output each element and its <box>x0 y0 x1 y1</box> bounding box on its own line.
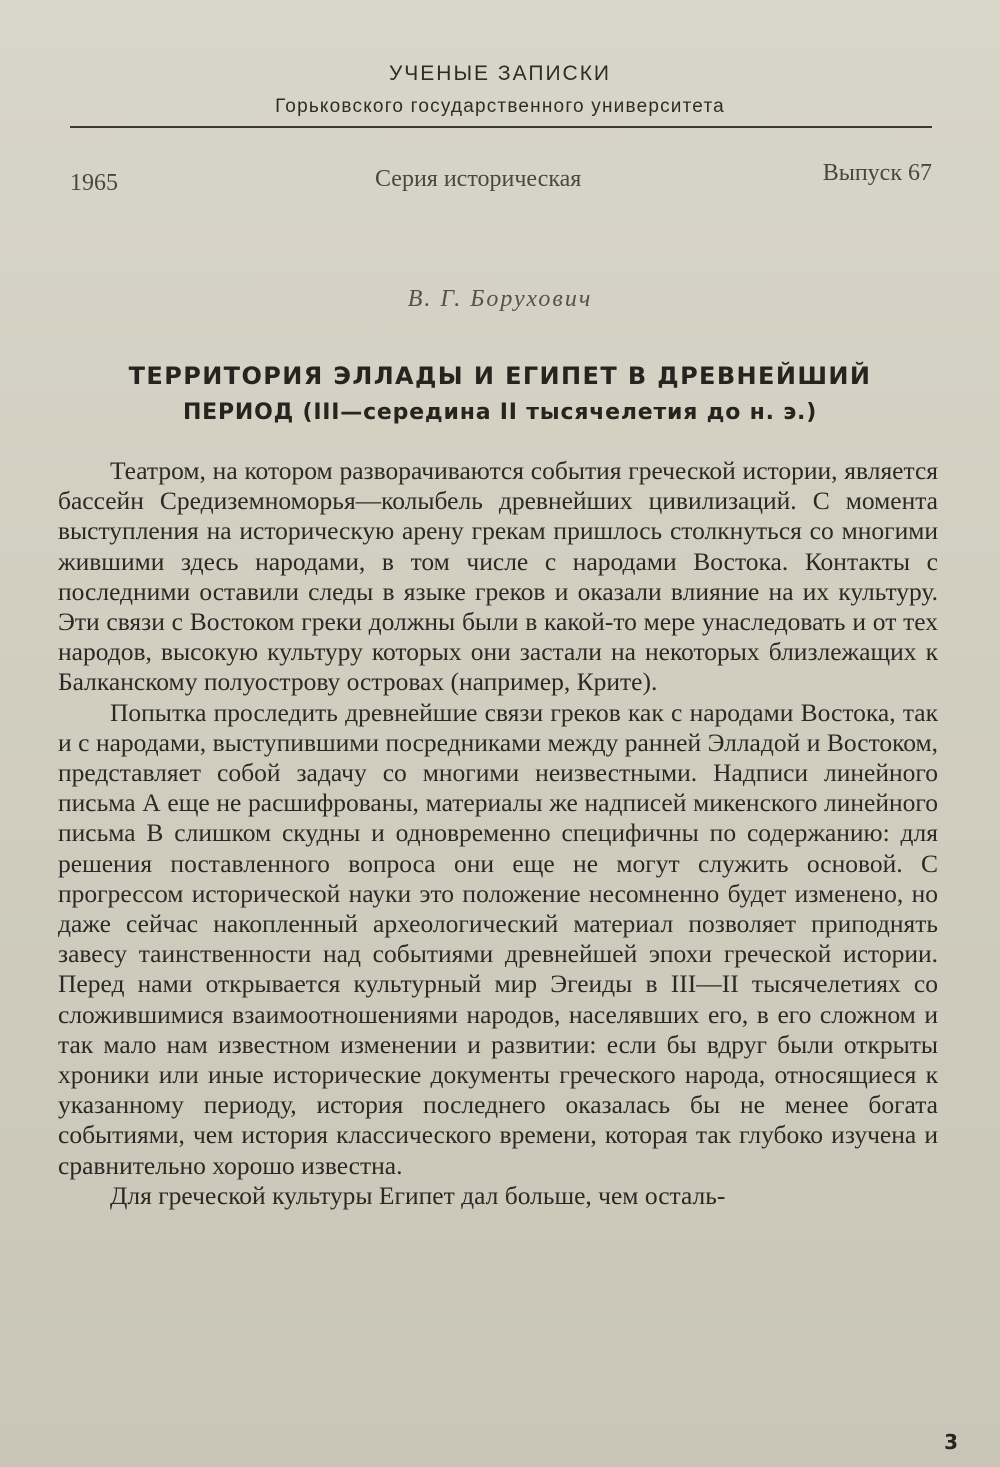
page-number: 3 <box>944 1430 958 1454</box>
article-author: В. Г. Борухович <box>407 286 593 312</box>
paragraph-1: Театром, на котором разворачиваются события греческой истории, является бассейн Средиземноморья—колыбель древнейших цивилизаций. С момента выступления на историческую арену грекам пришлось столкнуться со многими жившими здесь народами, в том числе с народами Востока. Контакты с последними оставили следы в языке греков и оказали влияние на их культуру. Эти связи с Востоком греки должны были в какой-то мере унаследовать и от тех народов, высокую культуру которых они застали на некоторых близлежащих к Балканскому полуострову островах (например, Крите). <box>58 456 938 697</box>
publication-issue: Выпуск 67 <box>822 160 932 186</box>
publication-year: 1965 <box>70 170 118 196</box>
header-rule <box>70 126 932 128</box>
publication-meta <box>70 160 932 196</box>
paragraph-2: Попытка проследить древнейшие связи греков как с народами Востока, так и с народами, выступившими посредниками между ранней Элладой и Востоком, представляет собой задачу со многими неизвестными. Надписи линейного письма А еще не расшифрованы, материалы же надписей микенского линейного письма В слишком скудны и одновременно специфичны по содержанию: для решения поставленного вопроса они еще не могут служить основой. С прогрессом исторической науки это положение несомненно будет изменено, но даже сейчас накопленный археологический материал позволяет приподнять завесу таинственности над событиями древнейшей эпохи греческой истории. Перед нами открывается культурный мир Эгеиды в III—II тысячелетиях со сложившимися взаимоотношениями народов, населявших его, в его сложном и так мало нам известном изменении и развитии: если бы вдруг были открыты хроники или иные исторические документы греческого народа, относящиеся к указанному периоду, история последнего оказалась бы не менее богата событиями, чем история классического времени, которая так глубоко изучена и сравнительно хорошо известна. <box>58 697 938 1180</box>
paragraph-3: Для греческой культуры Египет дал больше, чем осталь- <box>110 1180 726 1210</box>
article-body <box>58 456 938 1211</box>
journal-subtitle: Горьковского государственного университета <box>275 96 725 117</box>
article-title-line-1: ТЕРРИТОРИЯ ЭЛЛАДЫ И ЕГИПЕТ В ДРЕВНЕЙШИЙ <box>128 362 872 390</box>
publication-series: Серия историческая <box>375 166 582 192</box>
journal-title: УЧЕНЫЕ ЗАПИСКИ <box>388 62 612 85</box>
article-title-line-2: ПЕРИОД (III—середина II тысячелетия до н. э.) <box>182 400 818 425</box>
